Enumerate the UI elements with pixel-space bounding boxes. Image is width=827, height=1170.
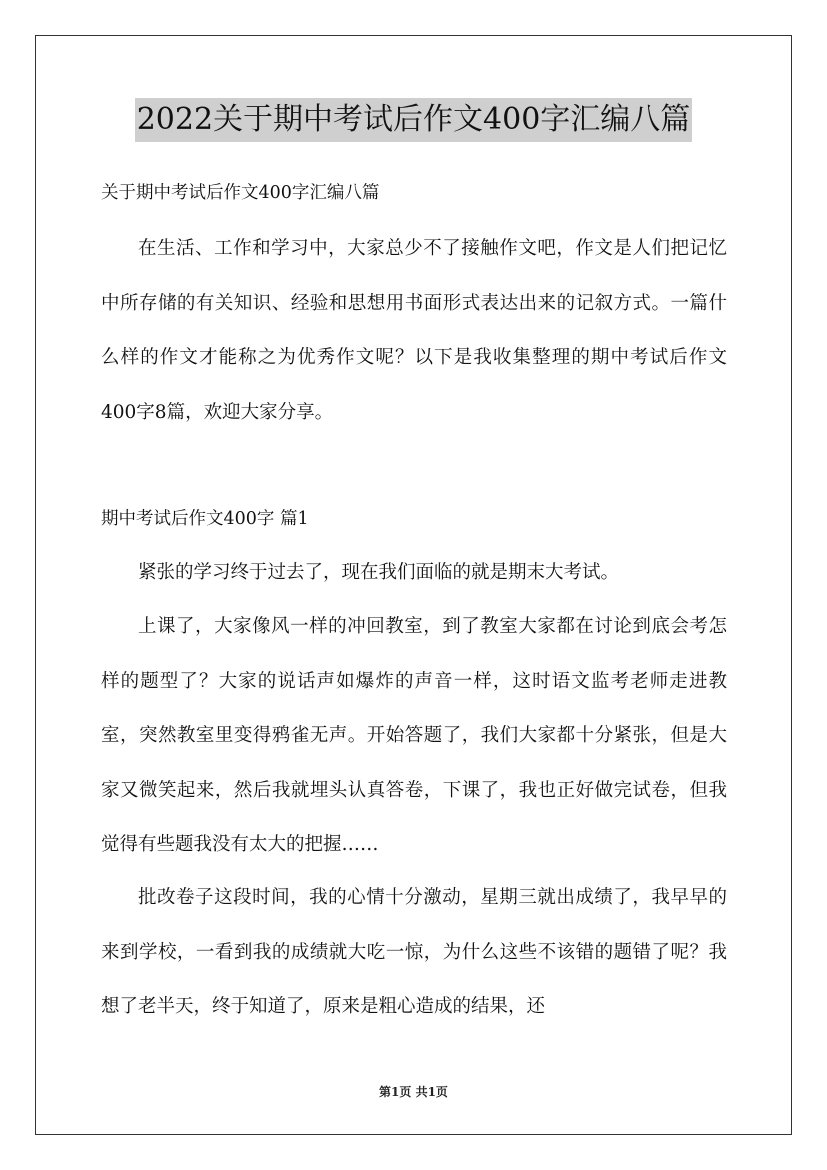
document-subtitle: 关于期中考试后作文400字汇编八篇 [101, 183, 380, 203]
body-paragraph: 紧张的学习终于过去了，现在我们面临的就是期末大考试。 [138, 562, 620, 583]
title-container [0, 98, 827, 142]
page-number-label: 第1页 共1页 [379, 1085, 448, 1099]
page-footer [0, 1083, 827, 1101]
section-heading: 期中考试后作文400字 篇1 [101, 509, 309, 529]
intro-paragraph: 在生活、工作和学习中，大家总少不了接触作文吧，作文是人们把记忆中所存储的有关知识、经验和思想用书面形式表达出来的记叙方式。一篇什么样的作文才能称之为优秀作文呢？以下是我收集整理的期中考试后作文400字8篇，欢迎大家分享。 [101, 238, 727, 423]
document-title: 2022关于期中考试后作文400字汇编八篇 [135, 98, 693, 142]
body-paragraph: 批改卷子这段时间，我的心情十分激动，星期三就出成绩了，我早早的来到学校，一看到我的成绩就大吃一惊，为什么这些不该错的题错了呢？我想了老半天，终于知道了，原来是粗心造成的结果，还 [101, 887, 727, 1017]
body-paragraph: 上课了，大家像风一样的冲回教室，到了教室大家都在讨论到底会考怎样的题型了？大家的说话声如爆炸的声音一样，这时语文监考老师走进教室，突然教室里变得鸦雀无声。开始答题了，我们大家都十分紧张，但是大家又微笑起来，然后我就埋头认真答卷，下课了，我也正好做完试卷，但我觉得有些题我没有太大的把握…… [101, 616, 727, 855]
